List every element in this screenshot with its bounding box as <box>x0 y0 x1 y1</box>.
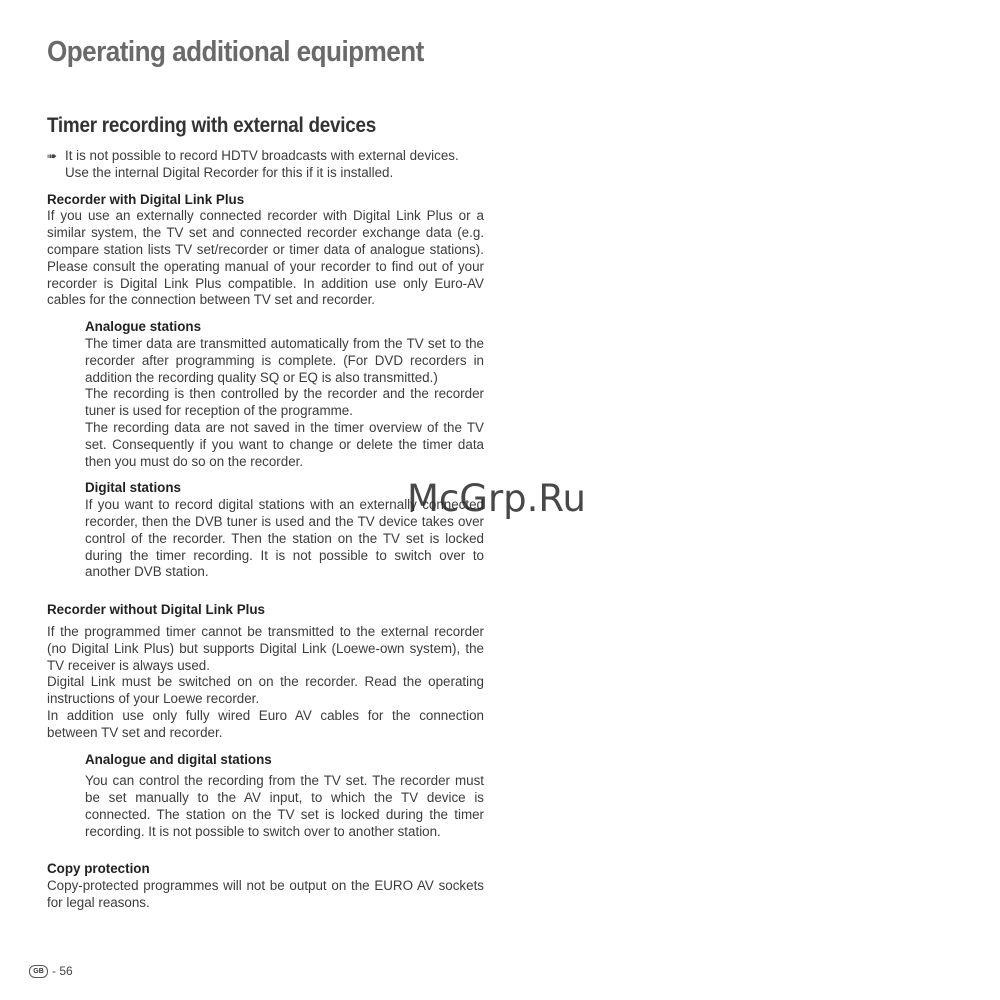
watermark: McGrp.Ru <box>407 477 586 520</box>
recorder-no-dlp-heading: Recorder without Digital Link Plus <box>47 602 265 618</box>
arrow-right-icon: ➠ <box>47 149 58 163</box>
copy-protection-body: Copy-protected programmes will not be output on the EURO AV sockets for legal reasons. <box>47 878 484 911</box>
copy-protection-heading: Copy protection <box>47 861 150 877</box>
page-title: Operating additional equipment <box>47 36 424 68</box>
note-paragraph <box>47 148 484 182</box>
digital-stations-heading: Digital stations <box>85 480 181 496</box>
recorder-dlp-heading: Recorder with Digital Link Plus <box>47 191 245 207</box>
page-number: - 56 <box>52 964 73 978</box>
note-text: It is not possible to record HDTV broadcasts with external devices. Use the internal Digital Recorder for this if it is installed. <box>65 148 459 180</box>
analogue-stations-heading: Analogue stations <box>85 319 202 335</box>
analogue-stations-block <box>85 319 484 581</box>
analogue-digital-heading: Analogue and digital stations <box>85 751 272 767</box>
recorder-no-dlp-p2: Digital Link must be switched on on the recorder. Read the operating instructions of your Loewe recorder. <box>47 674 484 707</box>
language-badge: GB <box>29 965 48 978</box>
recorder-no-dlp-p3: In addition use only fully wired Euro AV cables for the connection between TV set and recorder. <box>47 707 484 740</box>
recorder-dlp-body: If you use an externally connected recorder with Digital Link Plus or a similar system, the TV set and connected recorder exchange data (e.g. compare station lists TV set/recorder or timer data of analogue stations). Please consult the operating manual of your recorder to find out of your recorder is Digital Link Plus compatible. In addition use only Euro-AV cables for the connection between TV set and recorder. <box>47 208 484 308</box>
content-column <box>47 148 484 912</box>
page-footer <box>29 964 73 978</box>
analogue-stations-p1: The timer data are transmitted automatically from the TV set to the recorder after programming is complete. (For DVD recorders in addition the recording quality SQ or EQ is also transmitted.) <box>85 335 484 385</box>
analogue-digital-block <box>85 752 484 841</box>
section-title: Timer recording with external devices <box>47 114 376 137</box>
recorder-no-dlp-p1: If the programmed timer cannot be transmitted to the external recorder (no Digital Link Plus) but supports Digital Link (Loewe-own system), the TV receiver is always used. <box>47 623 484 673</box>
analogue-stations-p2: The recording is then controlled by the recorder and the recorder tuner is used for reception of the programme. <box>85 386 484 419</box>
analogue-digital-body: You can control the recording from the TV set. The recorder must be set manually to the AV input, to which the TV device is connected. The station on the TV set is locked during the timer recording. It is not possible to switch over to another station. <box>85 773 484 839</box>
digital-stations-body: If you want to record digital stations with an externally connected recorder, then the DVB tuner is used and the TV device takes over control of the recorder. Then the station on the TV set is locked during the timer recording. It is not possible to switch over to another DVB station. <box>85 497 484 580</box>
analogue-stations-p3: The recording data are not saved in the timer overview of the TV set. Consequently if you want to change or delete the timer data then you must do so on the recorder. <box>85 419 484 469</box>
